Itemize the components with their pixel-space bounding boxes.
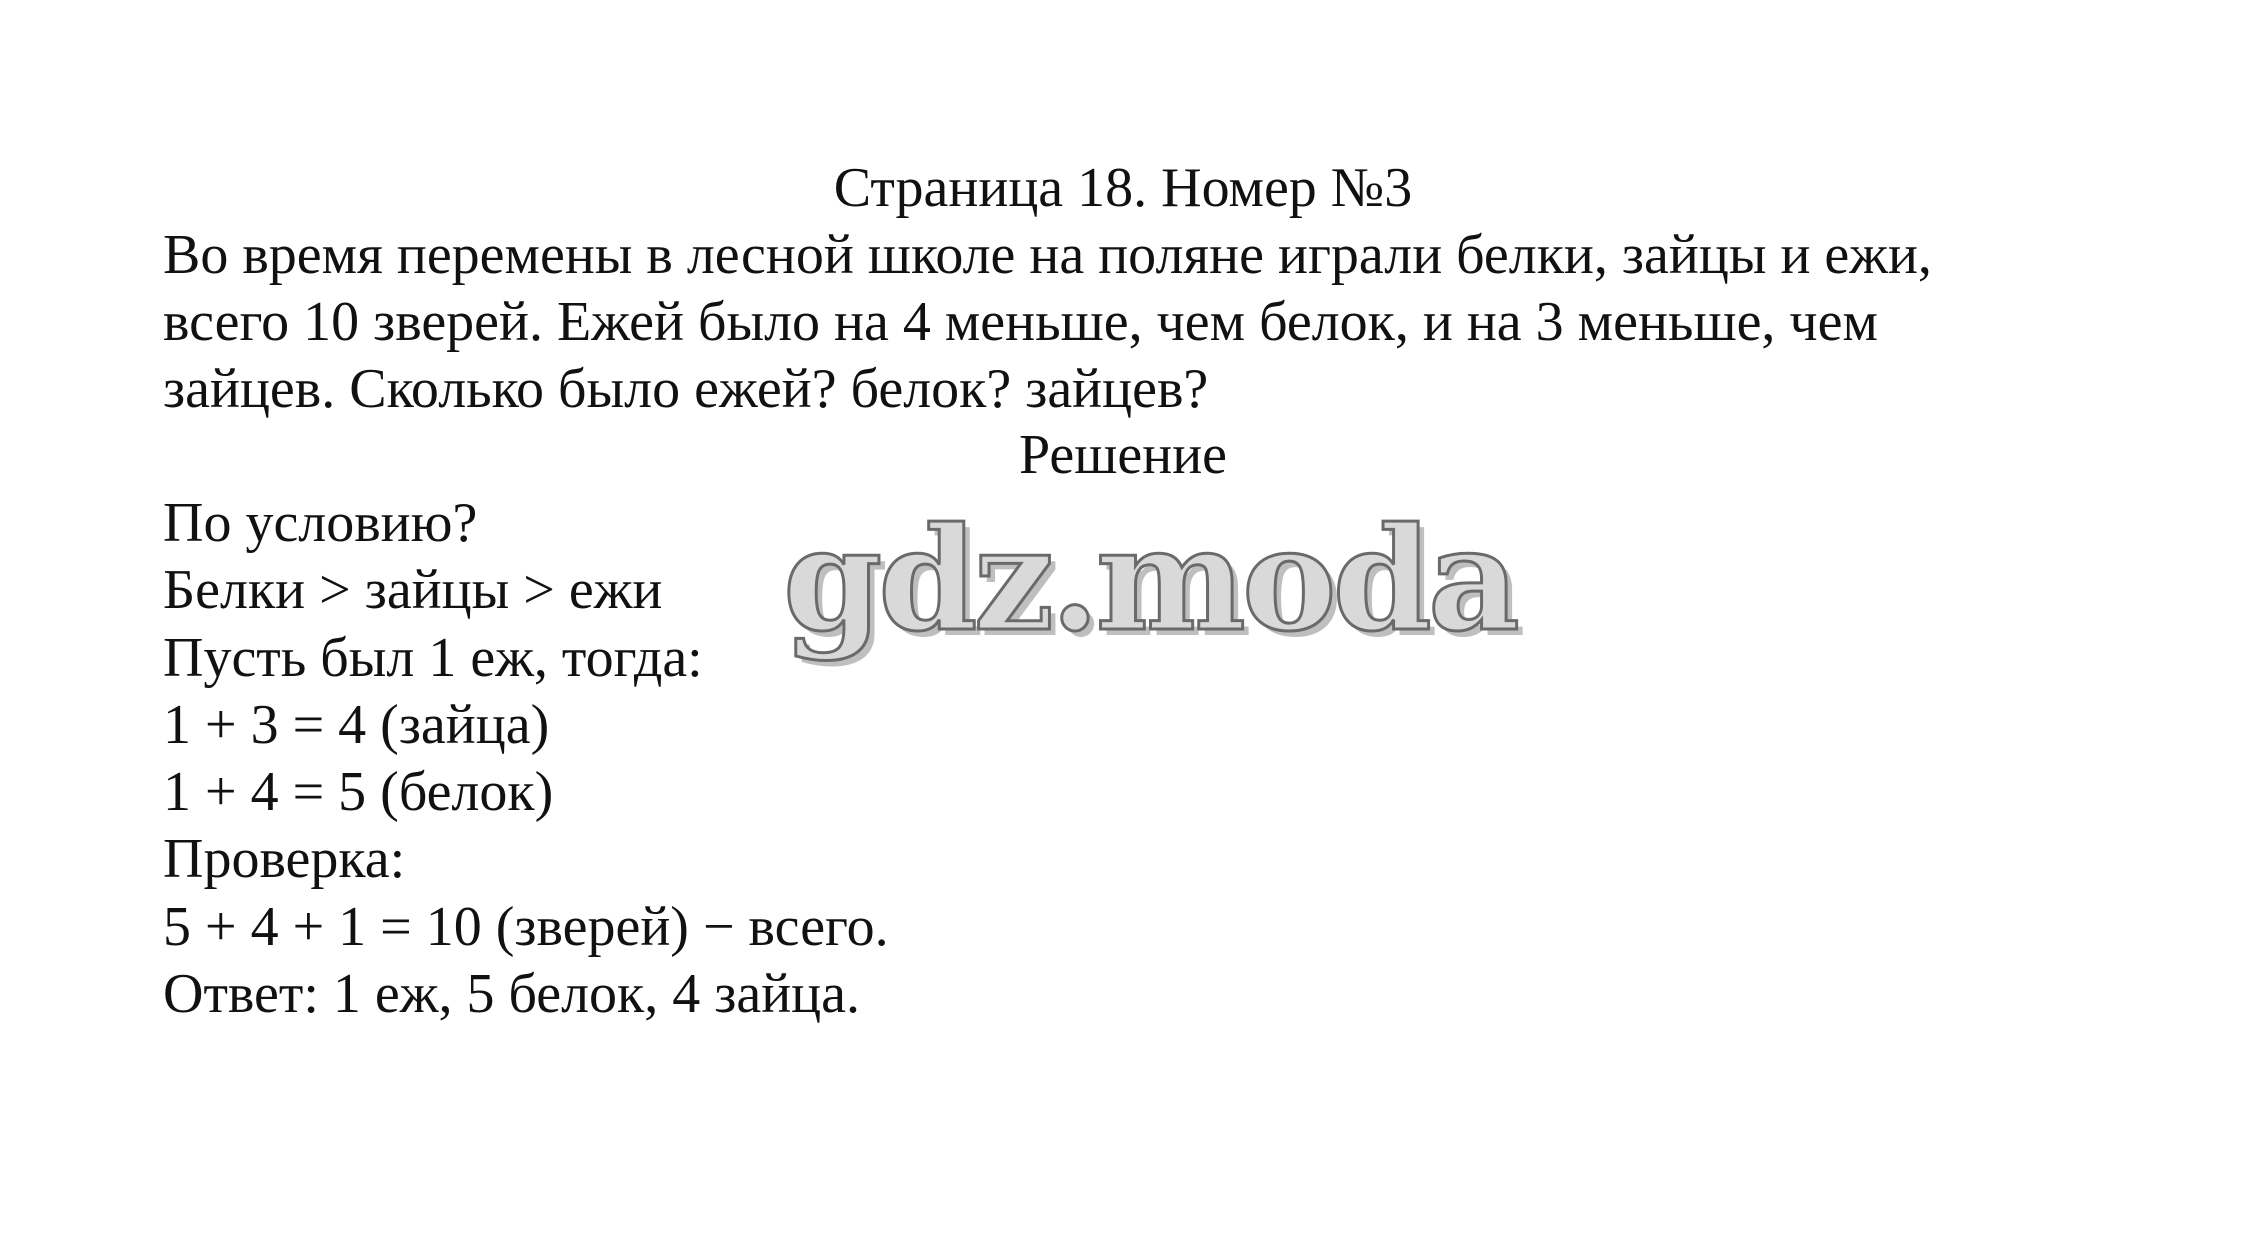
task-line: всего 10 зверей. Ежей было на 4 меньше, чем белок, и на 3 меньше, чем (163, 291, 1878, 353)
solution-line: 1 + 3 = 4 (зайца) (163, 693, 550, 756)
solution-text (163, 490, 889, 1028)
task-text (163, 222, 2123, 423)
solution-heading: Решение (1018, 424, 1228, 486)
solution-line: Пусть был 1 еж, тогда: (163, 626, 703, 689)
page-title: Страница 18. Номер №3 (833, 157, 1413, 219)
solution-line: 1 + 4 = 5 (белок) (163, 761, 554, 824)
solution-line: Белки > зайцы > ежи (163, 559, 663, 622)
solution-line: Ответ: 1 еж, 5 белок, 4 зайца. (163, 963, 860, 1026)
solution-line: Проверка: (163, 828, 406, 891)
solution-line: По условию? (163, 492, 478, 554)
task-line: зайцев. Сколько было ежей? белок? зайцев? (163, 358, 1209, 420)
watermark-logo: gdz.moda (783, 497, 1516, 663)
task-line: Во время перемены в лесной школе на поляне играли белки, зайцы и ежи, (163, 224, 1932, 286)
solution-line: 5 + 4 + 1 = 10 (зверей) − всего. (163, 895, 889, 958)
